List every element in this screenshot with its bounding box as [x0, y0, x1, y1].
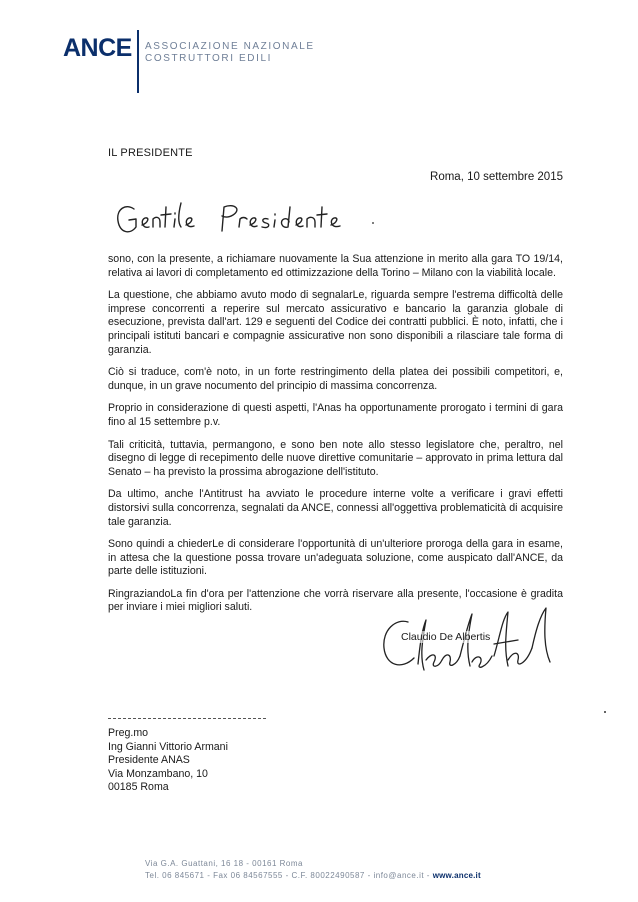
recipient-divider	[108, 718, 266, 719]
ance-logo: ANCE	[63, 34, 132, 62]
paragraph: Tali criticità, tuttavia, permangono, e sono ben note allo stesso legislatore che, peraltro, nel disegno di legge di recepimento delle nuove direttive comunitarie – approvato in prima lettura dal Senato – ha previsto la prossima abrogazione dell'istituto.	[108, 438, 563, 478]
recipient-block	[108, 727, 228, 795]
pen-mark	[604, 711, 606, 713]
letter-date: Roma, 10 settembre 2015	[430, 171, 563, 183]
letter-body	[108, 253, 563, 624]
sender-title: IL PRESIDENTE	[108, 147, 193, 159]
letter-footer	[145, 858, 481, 882]
footer-website: www.ance.it	[432, 871, 481, 880]
paragraph: Da ultimo, anche l'Antitrust ha avviato le procedure interne volte a verificare i gravi effetti distorsivi sulla concorrenza, segnalati da ANCE, connessi all'oggettiva problematicità di acquisire tale garanzia.	[108, 488, 563, 528]
paragraph: La questione, che abbiamo avuto modo di segnalarLe, riguarda sempre l'estrema difficoltà delle imprese concorrenti a reperire sul mercato assicurativo e bancario la garanzia globale di esecuzione, prevista dall'art. 129 e seguenti del Codice dei contratti pubblici. È noto, infatti, che i principali istituti bancari e compagnie assicurative non sono disponibili a rilasciare tale forma di garanzia.	[108, 289, 563, 356]
footer-address: Via G.A. Guattani, 16 18 - 00161 Roma	[145, 859, 303, 868]
recipient-line: Presidente ANAS	[108, 754, 190, 767]
footer-contacts	[145, 870, 481, 882]
recipient-line: 00185 Roma	[108, 781, 169, 794]
handwritten-salutation	[112, 195, 412, 245]
recipient-line: Via Monzambano, 10	[108, 767, 208, 780]
logo-divider	[137, 30, 139, 93]
paragraph: Proprio in considerazione di questi aspetti, l'Anas ha opportunamente prorogato i termini di gara fino al 15 settembre p.v.	[108, 402, 563, 428]
recipient-line: Ing Gianni Vittorio Armani	[108, 740, 228, 753]
org-name-line2: COSTRUTTORI EDILI	[145, 53, 273, 64]
pen-mark	[372, 222, 374, 224]
paragraph: Ciò si traduce, com'è noto, in un forte restringimento della platea dei possibili competitori, e, dunque, in un grave nocumento del principio di massima concorrenza.	[108, 366, 563, 392]
org-name-line1: ASSOCIAZIONE NAZIONALE	[145, 41, 315, 52]
footer-contact-details: Tel. 06 845671 - Fax 06 84567555 - C.F. 80022490587 - info@ance.it -	[145, 871, 430, 880]
paragraph: RingraziandoLa fin d'ora per l'attenzione che vorrà riservare alla presente, l'occasione è gradita per inviare i miei migliori saluti.	[108, 587, 563, 614]
recipient-line: Preg.mo	[108, 727, 149, 739]
signatory-name: Claudio De Albertis	[401, 631, 491, 643]
paragraph: sono, con la presente, a richiamare nuovamente la Sua attenzione in merito alla gara TO 19/14, relativa ai lavori di completamento ed ottimizzazione della Torino – Milano con la viabilità locale.	[108, 253, 563, 279]
paragraph: Sono quindi a chiederLe di considerare l'opportunità di un'ulteriore proroga della gara in esame, in attesa che la questione possa trovare un'adeguata soluzione, come auspicato dall'ANCE, da parte delle istituzioni.	[108, 538, 563, 578]
